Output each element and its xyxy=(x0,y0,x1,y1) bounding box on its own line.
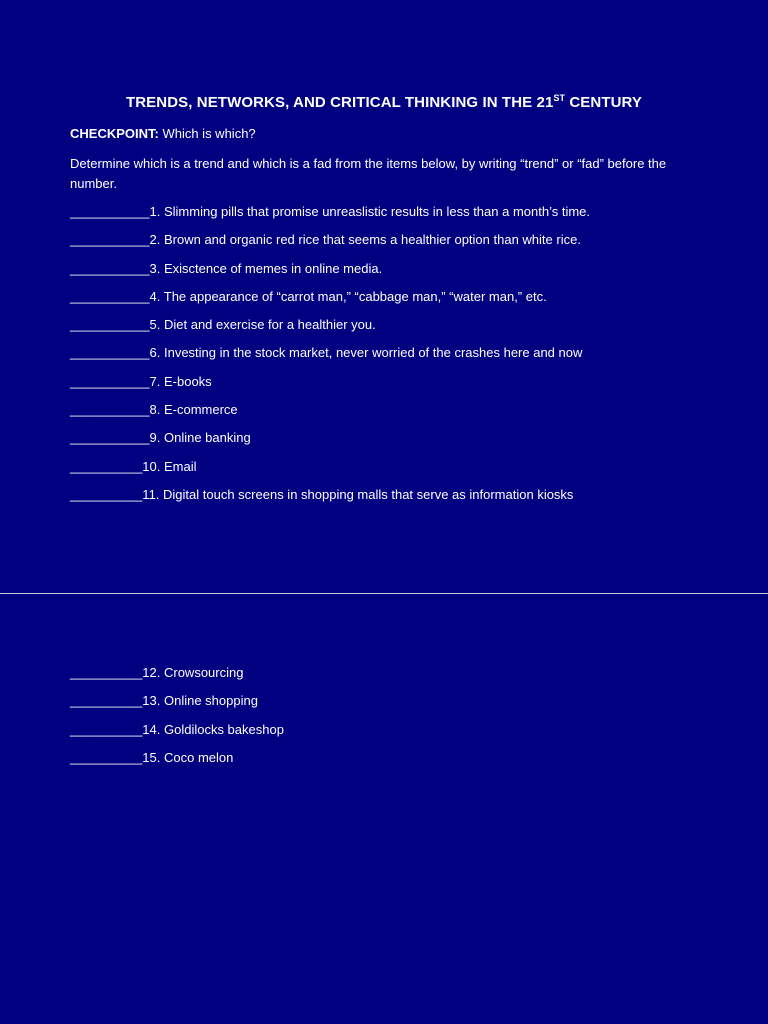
checkpoint-heading xyxy=(70,126,256,141)
page-divider xyxy=(0,593,768,594)
list-item: ___________9. Online banking xyxy=(70,430,251,446)
title-superscript: ST xyxy=(553,93,566,103)
list-item: __________12. Crowsourcing xyxy=(70,665,244,680)
list-item: ___________2. Brown and organic red rice that seems a healthier option than white rice. xyxy=(70,232,581,248)
title-end: CENTURY xyxy=(565,94,643,111)
list-item: __________11. Digital touch screens in shopping malls that serve as information kiosks xyxy=(70,486,574,502)
item-list-page1 xyxy=(70,202,590,513)
title-main: TRENDS, NETWORKS, AND CRITICAL THINKING IN THE 21 xyxy=(125,94,554,111)
list-item: __________14. Goldilocks bakeshop xyxy=(70,721,284,737)
list-item: ___________8. E-commerce xyxy=(70,402,238,418)
list-item: ___________4. The appearance of “carrot man,” “cabbage man,” “water man,” etc. xyxy=(70,288,547,304)
checkpoint-text: Which is which? xyxy=(158,126,256,141)
list-item: ___________1. Slimming pills that promise unreaslistic results in less than a month’s time. xyxy=(70,204,591,219)
instructions-text: Determine which is a trend and which is a fad from the items below, by writing “trend” or “fad” before the number. xyxy=(70,156,667,191)
list-item: ___________3. Exisctence of memes in online media. xyxy=(70,260,383,276)
list-item: ___________7. E-books xyxy=(70,373,212,389)
list-item: __________15. Coco melon xyxy=(70,749,234,765)
list-item: __________13. Online shopping xyxy=(70,693,258,709)
checkpoint-label: CHECKPOINT: xyxy=(70,126,159,141)
list-item: __________10. Email xyxy=(70,458,197,474)
list-item: ___________5. Diet and exercise for a healthier you. xyxy=(70,317,376,333)
document-title xyxy=(0,94,768,111)
item-list-page2 xyxy=(70,663,284,776)
list-item: ___________6. Investing in the stock market, never worried of the crashes here and now xyxy=(70,345,583,361)
